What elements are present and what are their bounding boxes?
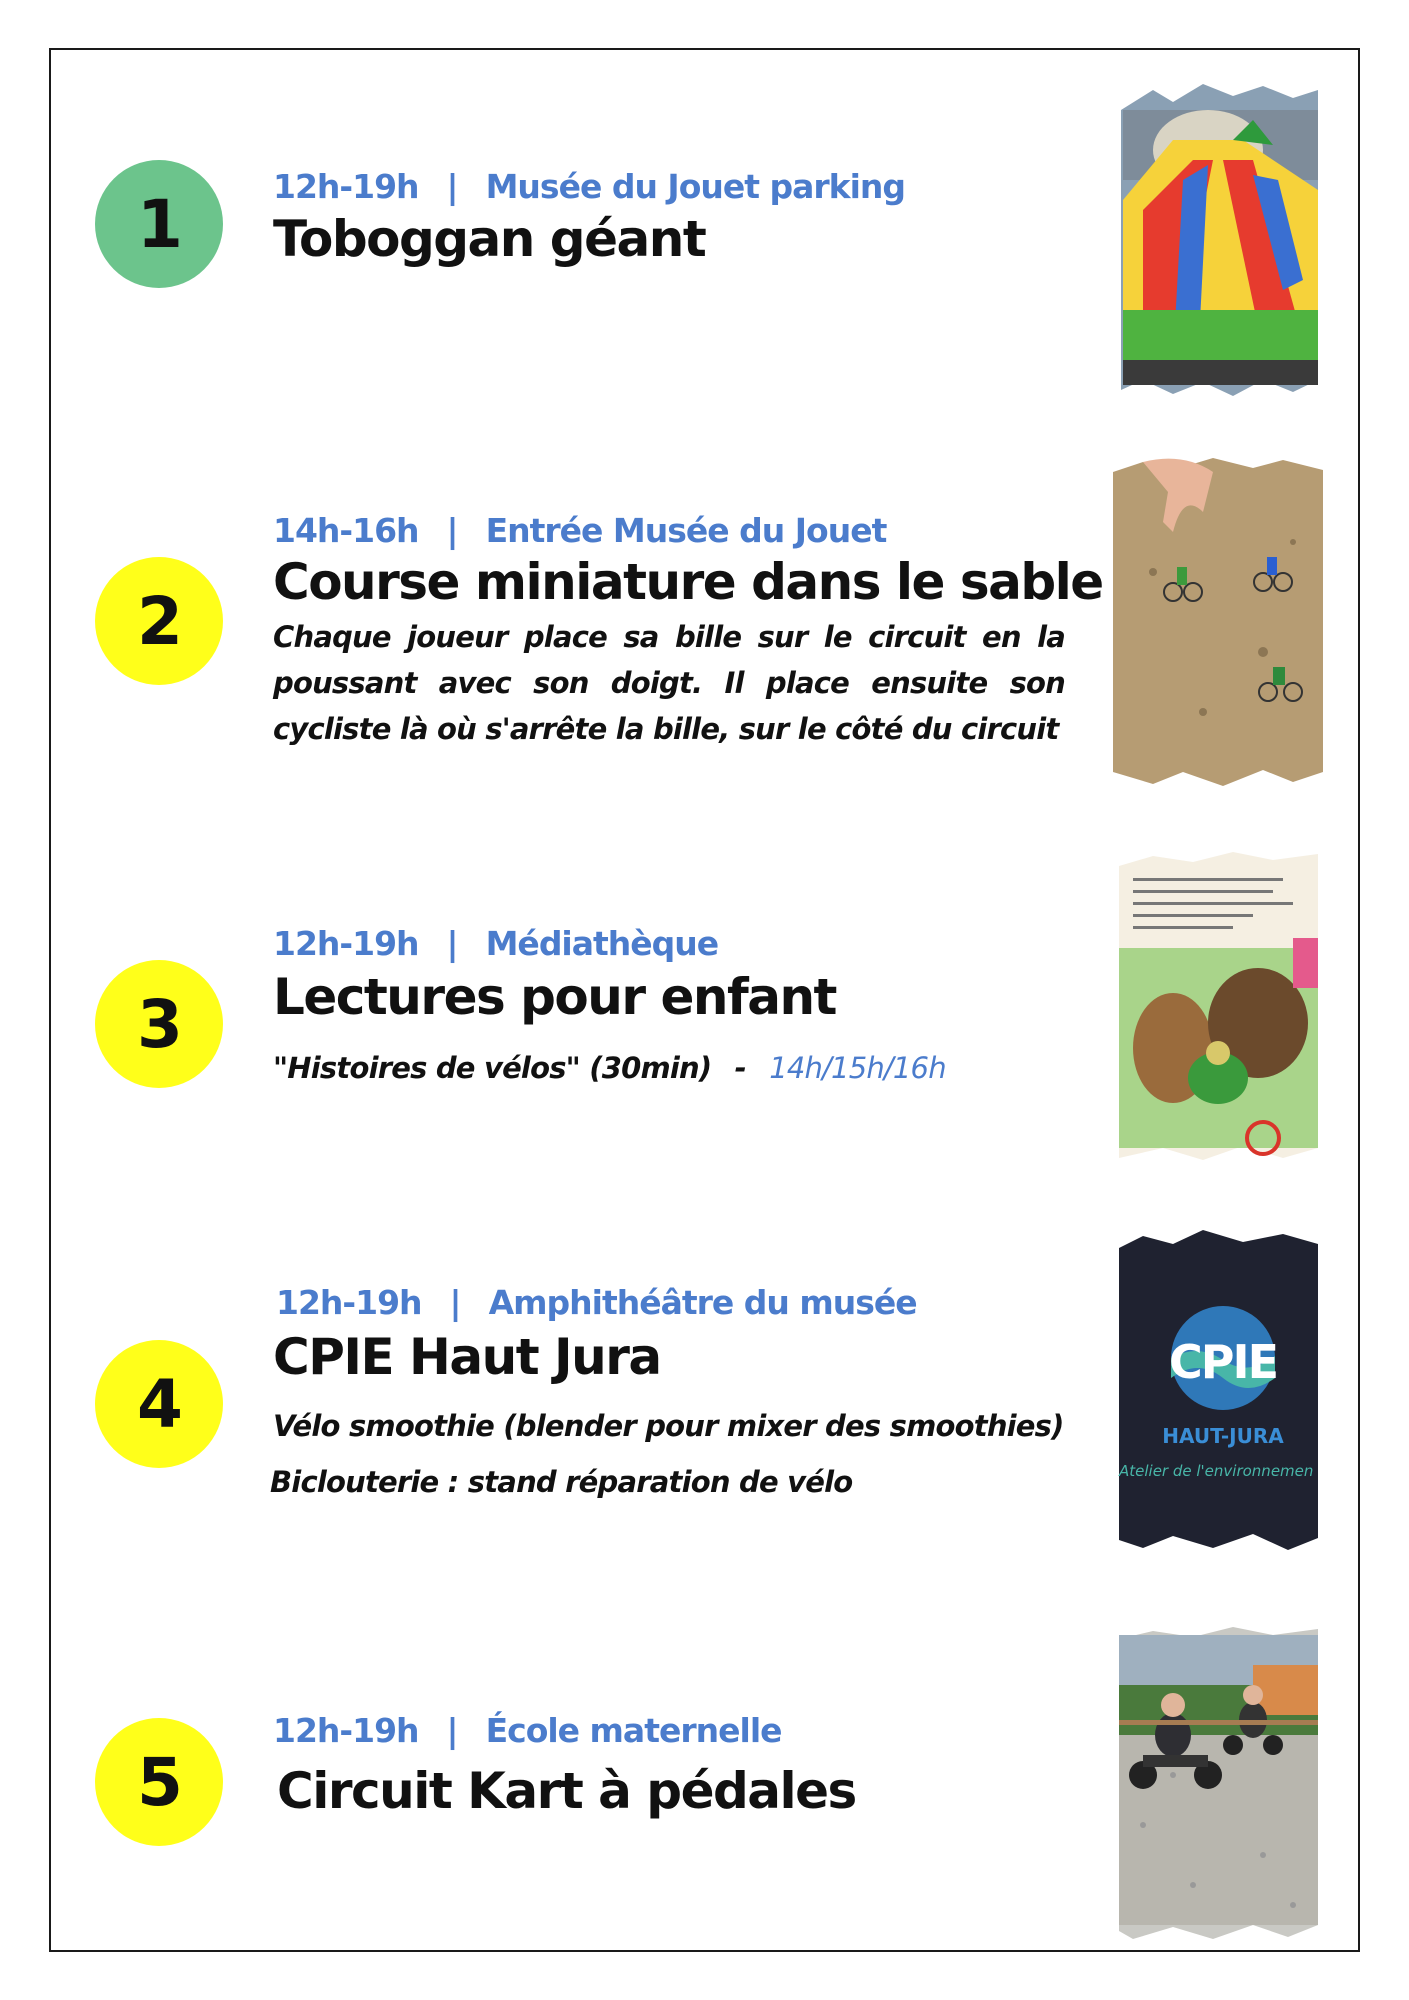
- number-badge: 4: [95, 1340, 223, 1468]
- event-meta: [273, 167, 905, 206]
- event-description: Chaque joueur place sa bille sur le circuit en la poussant avec son doigt. Il place ensuite son cycliste là où s'arrête la bille, sur le côté du circuit: [273, 620, 1065, 746]
- event-time: 14h-16h: [273, 511, 419, 550]
- separator: |: [446, 167, 458, 206]
- cpie-logo-text: CPIE: [1168, 1335, 1278, 1389]
- event-title: Circuit Kart à pédales: [277, 1762, 856, 1820]
- event-time: 12h-19h: [276, 1283, 422, 1322]
- dash: -: [734, 1051, 746, 1085]
- event-time: 12h-19h: [273, 1711, 419, 1750]
- storybook-photo: [1113, 848, 1323, 1166]
- number-badge: 1: [95, 160, 223, 288]
- event-time: 12h-19h: [273, 924, 419, 963]
- event-meta: [273, 1711, 782, 1750]
- cpie-logo-tagline: Atelier de l'environnemen: [1119, 1462, 1314, 1480]
- separator: |: [446, 1711, 458, 1750]
- number-badge: 3: [95, 960, 223, 1088]
- inflatable-slide-photo: [1113, 80, 1323, 398]
- cpie-logo-sub: HAUT-JURA: [1162, 1424, 1284, 1448]
- event-place: Musée du Jouet parking: [485, 167, 906, 206]
- separator: |: [449, 1283, 461, 1322]
- sand-race-photo: [1113, 452, 1323, 792]
- event-description-2: Biclouterie : stand réparation de vélo: [270, 1465, 853, 1499]
- reading-title: "Histoires de vélos" (30min): [273, 1051, 712, 1085]
- event-place: Médiathèque: [485, 924, 719, 963]
- reading-schedule: 14h/15h/16h: [769, 1051, 946, 1085]
- event-place: École maternelle: [485, 1711, 782, 1750]
- separator: |: [446, 924, 458, 963]
- event-title: CPIE Haut Jura: [273, 1328, 661, 1386]
- pedal-kart-photo: [1113, 1625, 1323, 1943]
- event-meta: [273, 511, 886, 550]
- event-time: 12h-19h: [273, 167, 419, 206]
- event-title: Course miniature dans le sable: [273, 553, 1103, 611]
- number-badge: 5: [95, 1718, 223, 1846]
- event-description: [273, 1045, 946, 1091]
- separator: |: [446, 511, 458, 550]
- event-place: Amphithéâtre du musée: [488, 1283, 917, 1322]
- cpie-logo: [1113, 1228, 1323, 1554]
- event-meta: [273, 924, 718, 963]
- event-meta: [276, 1283, 917, 1322]
- number-badge: 2: [95, 557, 223, 685]
- event-title: Lectures pour enfant: [273, 968, 836, 1026]
- event-description-1: Vélo smoothie (blender pour mixer des smoothies): [273, 1409, 1064, 1443]
- event-place: Entrée Musée du Jouet: [485, 511, 887, 550]
- event-title: Toboggan géant: [273, 210, 706, 268]
